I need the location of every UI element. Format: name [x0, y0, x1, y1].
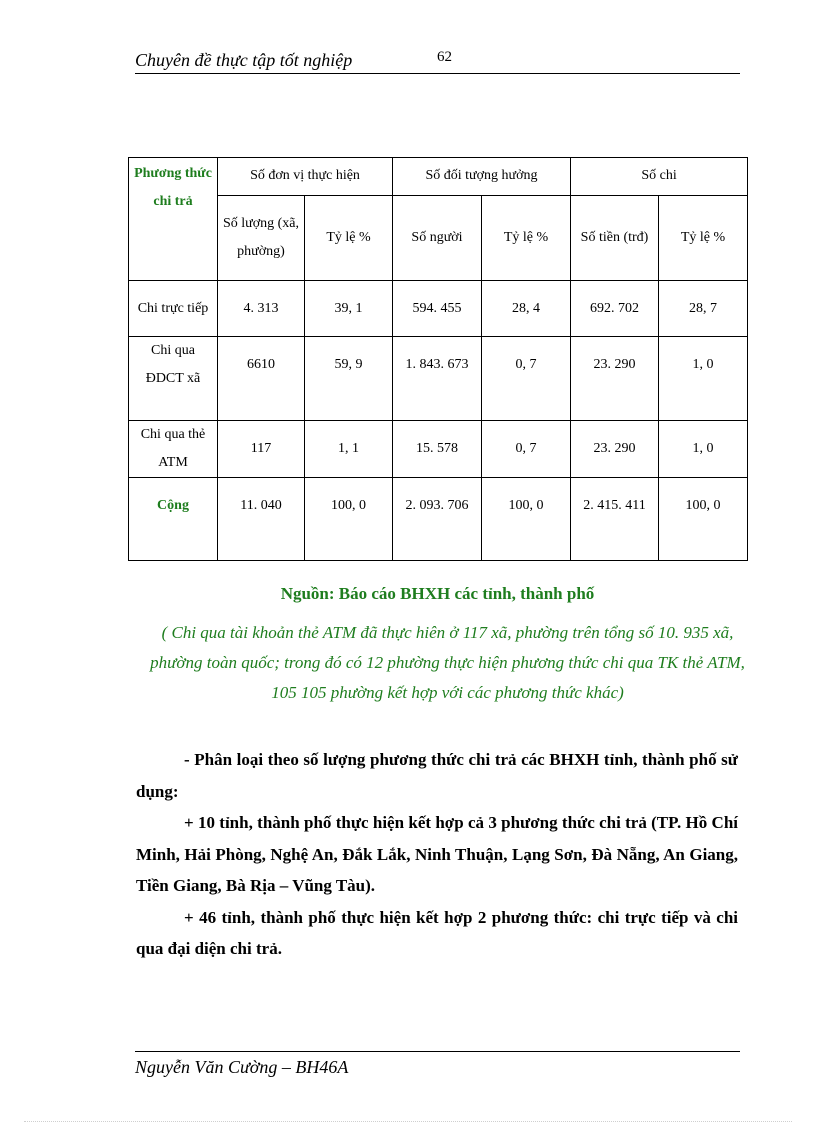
cell-units-pct: 1, 1 [305, 421, 393, 478]
cell-people: 15. 578 [393, 421, 482, 478]
row-label: Chi trực tiếp [129, 281, 218, 337]
cell-money: 692. 702 [571, 281, 659, 337]
cell-people-pct: 28, 4 [482, 281, 571, 337]
page-header [135, 47, 740, 74]
cell-money: 2. 415. 411 [571, 478, 659, 561]
cell-people: 1. 843. 673 [393, 337, 482, 421]
row-label: Chi qua thẻ ATM [129, 421, 218, 478]
table-row [129, 421, 748, 478]
cell-people-pct: 0, 7 [482, 337, 571, 421]
cell-people: 594. 455 [393, 281, 482, 337]
subheader-units-qty: Số lượng (xã, phường) [218, 196, 305, 281]
cell-units: 6610 [218, 337, 305, 421]
cell-units: 11. 040 [218, 478, 305, 561]
subheader-people-pct: Tỷ lệ % [482, 196, 571, 281]
cell-people-pct: 100, 0 [482, 478, 571, 561]
subheader-money-qty: Số tiền (trđ) [571, 196, 659, 281]
header-people-group: Số đối tượng hưởng [393, 158, 571, 196]
table-row [129, 281, 748, 337]
cell-units-pct: 100, 0 [305, 478, 393, 561]
body-text [136, 744, 738, 965]
paragraph: + 10 tỉnh, thành phố thực hiện kết hợp cả 3 phương thức chi trả (TP. Hồ Chí Minh, Hải Phòng, Nghệ An, Đắk Lắk, Ninh Thuận, Lạng Sơn, Đà Nẵng, An Giang, Tiền Giang, Bà Rịa – Vũng Tàu). [136, 813, 738, 895]
footer-author: Nguyễn Văn Cường – BH46A [135, 1057, 349, 1077]
row-label-total: Cộng [129, 478, 218, 561]
cell-people-pct: 0, 7 [482, 421, 571, 478]
table-row-total [129, 478, 748, 561]
header-units-group: Số đơn vị thực hiện [218, 158, 393, 196]
cell-people: 2. 093. 706 [393, 478, 482, 561]
header-money-group: Số chi [571, 158, 748, 196]
table-note: ( Chi qua tài khoản thẻ ATM đã thực hiên ở 117 xã, phường trên tổng số 10. 935 xã, phường toàn quốc; trong đó có 12 phường thực hiện phương thức chi qua TK thẻ ATM, 105 105 phường kết hợp với các phương thức khác) [150, 623, 745, 702]
subheader-people-qty: Số người [393, 196, 482, 281]
cell-units: 117 [218, 421, 305, 478]
footer-divider [135, 1051, 740, 1052]
paragraph: + 46 tỉnh, thành phố thực hiện kết hợp 2 phương thức: chi trực tiếp và chi qua đại diện chi trả. [136, 907, 738, 958]
row-label: Chi qua ĐDCT xã [129, 337, 218, 421]
cell-units-pct: 39, 1 [305, 281, 393, 337]
cell-money-pct: 1, 0 [659, 337, 748, 421]
header-method: Phương thức chi trả [129, 158, 218, 281]
payment-method-table [128, 157, 748, 561]
cell-money-pct: 1, 0 [659, 421, 748, 478]
cell-money: 23. 290 [571, 421, 659, 478]
cell-money-pct: 28, 7 [659, 281, 748, 337]
page-number: 62 [437, 49, 452, 65]
cell-money: 23. 290 [571, 337, 659, 421]
cell-units-pct: 59, 9 [305, 337, 393, 421]
cell-units: 4. 313 [218, 281, 305, 337]
paragraph: - Phân loại theo số lượng phương thức chi trả các BHXH tỉnh, thành phố sử dụng: [136, 750, 738, 801]
table-row [129, 337, 748, 421]
subheader-units-pct: Tỷ lệ % [305, 196, 393, 281]
cell-money-pct: 100, 0 [659, 478, 748, 561]
document-title: Chuyên đề thực tập tốt nghiệp [135, 50, 353, 70]
page-bottom-edge [24, 1121, 792, 1122]
subheader-money-pct: Tỷ lệ % [659, 196, 748, 281]
table-source: Nguồn: Báo cáo BHXH các tỉnh, thành phố [280, 584, 595, 603]
